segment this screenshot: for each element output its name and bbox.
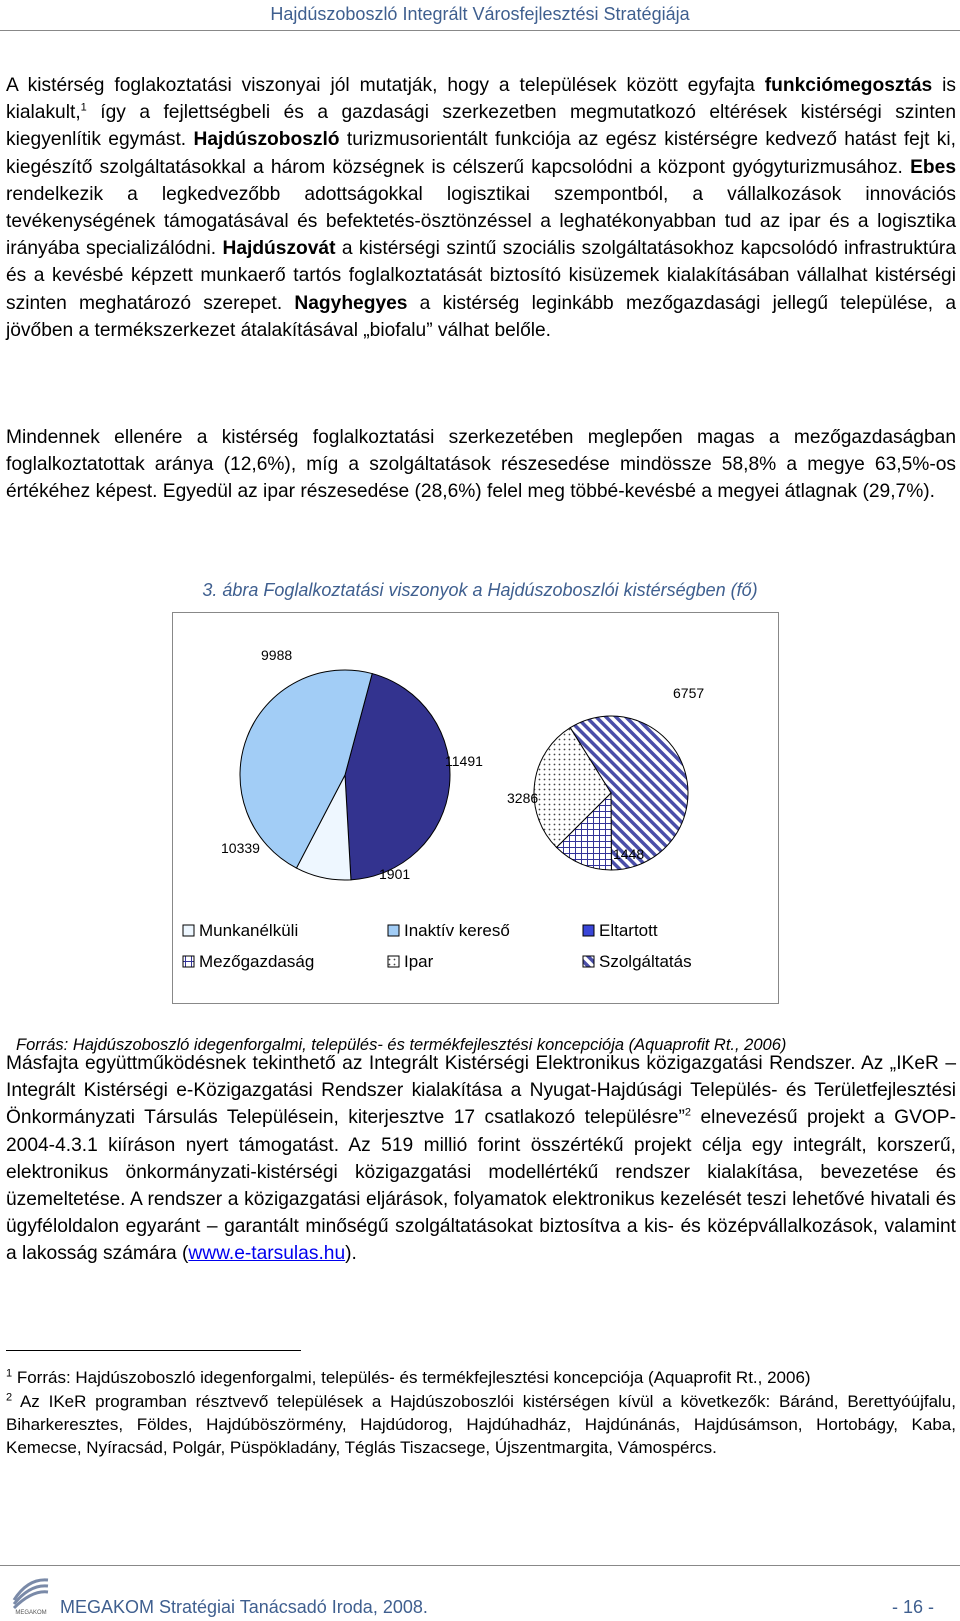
legend-swatch <box>183 925 194 936</box>
data-label: 6757 <box>673 685 705 701</box>
megakom-logo-icon <box>8 1570 54 1616</box>
e-tarsulas-link[interactable]: www.e-tarsulas.hu <box>188 1243 346 1265</box>
header-rule <box>0 30 960 31</box>
footnote-num: 2 <box>6 1391 13 1404</box>
legend-swatch <box>388 925 399 936</box>
footnote-ref-2[interactable]: 2 <box>684 1107 691 1120</box>
p1-text: rendelkezik a legkedvezőbb adottságokkal logisztikai szempontból, a vállalkozások innovációs tevékenységének támogatásával és befektetés-ösztönzéssel a leghatékonyabban tud az ipar és a logisztika irányába specializálódni. <box>6 183 956 260</box>
paragraph-3 <box>6 1050 956 1268</box>
data-label: 10339 <box>221 840 260 856</box>
p1-text: így a fejlettségbeli és a gazdasági szerkezetben megmutatkozó eltérések kistérségi szinten kiegyenlítik egymást. <box>6 102 956 151</box>
legend-label: Ipar <box>404 952 434 971</box>
footnote-2 <box>6 1390 956 1459</box>
figure-caption: 3. ábra Foglalkoztatási viszonyok a Hajdúszoboszlói kistérségben (fő) <box>202 580 758 600</box>
pie-chart <box>173 613 778 1003</box>
p2-text: Mindennek ellenére a kistérség foglalkoztatási szerkezetében meglepően magas a mezőgazdaságban foglalkoztatottak aránya (12,6%), míg a szolgáltatások részesedése mindössze 58,8% a megye 63,5%-os értékéhez képest. Egyedül az ipar részesedése (28,6%) felel meg többé-kevésbé a megyei átlagnak (29,7%). <box>6 427 956 503</box>
p1-text: is kialakult, <box>6 75 956 124</box>
figure-source: Forrás: Hajdúszoboszló idegenforgalmi, település- és termékfejlesztési koncepciója (Aquaprofit Rt., 2006) <box>16 1036 787 1054</box>
page-header: Hajdúszoboszló Integrált Városfejlesztési Stratégiája <box>270 4 690 24</box>
footnote-rule <box>6 1350 301 1351</box>
footer-rule <box>0 1565 960 1566</box>
legend-label: Inaktív kereső <box>404 921 510 940</box>
p3-text: elnevezésű projekt a GVOP-2004-4.3.1 kiíráson nyert támogatást. Az 519 millió forint összértékű projekt célja egy integrált, korszerű, elektronikus önkormányzati-kistérségi közigazgatási modellértékű rendszer kialakítása, bevezetése és üzemeltetése. A rendszer a közigazgatási eljárások, folyamatok elektronikus kezelését teszi lehetővé hivatali és ügyféloldalon egyaránt – garantált minőségű szolgáltatásokat biztosítva a kis- és középvállalkozások, valamint a lakosság számára ( <box>6 1107 956 1265</box>
p1-text: a kistérségi szintű szociális szolgáltatásokhoz kapcsolódó infrastruktúra és a kevésbé képzett munkaerő tartós foglalkoztatását biztosító kisüzemek kialakításában vállalhat kistérségi szinten meghatározó szerepet. <box>6 238 956 314</box>
p1-bold: Nagyhegyes <box>294 292 408 314</box>
p1-bold: Hajdúszoboszló <box>193 129 340 151</box>
footnote-ref-1[interactable]: 1 <box>80 101 87 114</box>
data-label: 11491 <box>445 753 483 769</box>
p1-text: A kistérség foglakoztatási viszonyai jól mutatják, hogy a települések között egyfajta <box>6 75 755 96</box>
data-label: 9988 <box>261 647 293 663</box>
page-number: - 16 - <box>891 1597 934 1617</box>
p1-bold: Ebes <box>910 156 956 178</box>
legend-swatch <box>388 956 399 967</box>
legend-label: Eltartott <box>599 921 658 940</box>
p1-text: a kistérség leginkább mezőgazdasági jellegű települése, a jövőben a termékszerkezet átalakításával „biofalu” válhat belőle. <box>6 292 956 341</box>
data-label: 3286 <box>507 790 539 806</box>
legend-label: Szolgáltatás <box>599 952 692 971</box>
footnote-num: 1 <box>6 1367 13 1380</box>
p3-text: Másfajta együttműködésnek tekinthető az Integrált Kistérségi Elektronikus közigazgatási Rendszer. Az „IKeR – Integrált Kistérségi e-Közigazgatási Rendszer kialakítása a Nyugat-Hajdúsági Település- és Területfejlesztési Önkormányzati Társulás Településein, kiterjesztve 17 csatlakozó településre” <box>6 1053 956 1129</box>
chart-frame <box>172 612 779 1004</box>
p1-bold: funkciómegosztás <box>764 75 933 96</box>
logo-text: MEGAKOM <box>15 1610 47 1616</box>
p1-text: turizmusorientált funkciója az egész kistérségre kedvező hatást fejt ki, kiegészítő szolgáltatásokkal a három községnek is célszerű kapcsolódni a központ gyógyturizmusához. <box>6 129 956 178</box>
footnote-1 <box>6 1366 956 1389</box>
footer-left: MEGAKOM Stratégiai Tanácsadó Iroda, 2008. <box>60 1597 428 1617</box>
data-label: 1448 <box>613 846 645 862</box>
data-label: 1901 <box>379 866 411 882</box>
p3-text: ). <box>345 1243 357 1265</box>
legend-label: Munkanélküli <box>199 921 299 940</box>
legend-swatch <box>583 925 594 936</box>
legend-label: Mezőgazdaság <box>199 952 315 971</box>
p1-bold: Hajdúszovát <box>222 238 336 260</box>
legend-swatch <box>583 956 594 967</box>
footnote-text: Az IKeR programban résztvevő települések a Hajdúszoboszlói kistérségen kívül a következők: Báránd, Berettyóújfalu, Biharkeresztes, Földes, Hajdúböszörmény, Hajdúdorog, Hajdúhadház, Hajdúnánás, Hajdúsámson, Hortobágy, Kaba, Kemecse, Nyíracsád, Polgár, Püspökladány, Téglás Tiszacsege, Újszentmargita, Vámospércs. <box>6 1392 956 1457</box>
footnote-text: Forrás: Hajdúszoboszló idegenforgalmi, település- és termékfejlesztési koncepciója (Aquaprofit Rt., 2006) <box>12 1368 811 1387</box>
legend-swatch <box>183 956 194 967</box>
paragraph-1 <box>6 72 956 344</box>
paragraph-2 <box>6 424 956 506</box>
